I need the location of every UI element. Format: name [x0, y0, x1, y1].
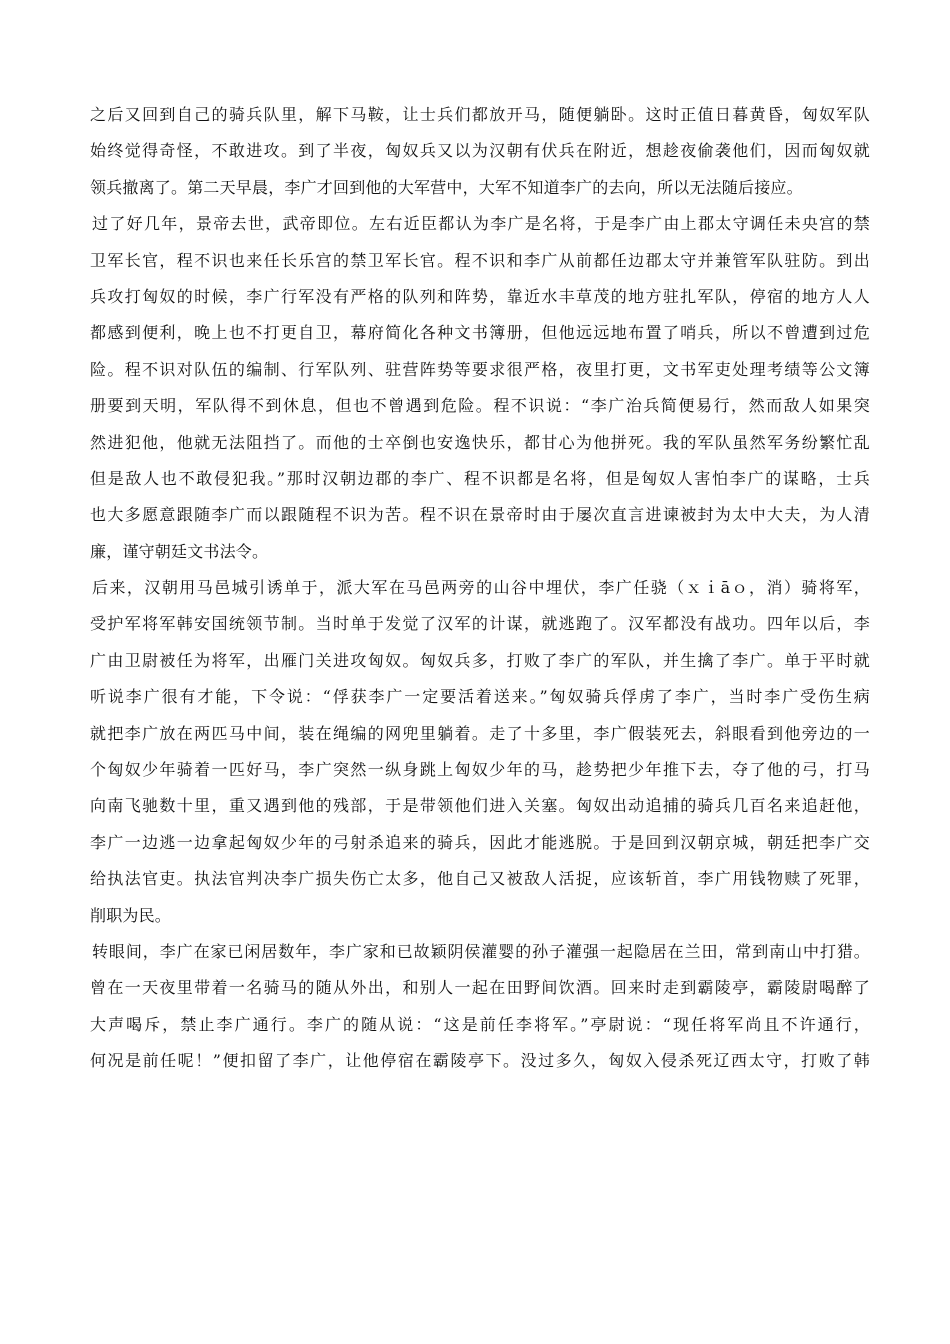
text-line: 听说李广很有才能，下令说：“俘获李广一定要活着送来。”匈奴骑兵俘虏了李广，当时李广受伤生病	[90, 687, 870, 707]
text-line: 何况是前任呢！”便扣留了李广，让他停宿在霸陵亭下。没过多久，匈奴入侵杀死辽西太守，打败了韩	[90, 1051, 870, 1071]
text-line: 给执法官吏。执法官判决李广损失伤亡太多，他自己又被敌人活捉，应该斩首，李广用钱物赎了死罪，	[90, 869, 870, 889]
text-line: 然进犯他，他就无法阻挡了。而他的士卒倒也安逸快乐，都甘心为他拼死。我的军队虽然军务纷繁忙乱	[90, 432, 870, 452]
text-line: 就把李广放在两匹马中间，装在绳编的网兜里躺着。走了十多里，李广假装死去，斜眼看到他旁边的一	[90, 723, 870, 743]
text-line: 削职为民。	[90, 905, 172, 925]
text-line: 个匈奴少年骑着一匹好马，李广突然一纵身跳上匈奴少年的马，趁势把少年推下去，夺了他的弓，打马	[90, 760, 870, 780]
body-text	[90, 97, 870, 1080]
text-line: 向南飞驰数十里，重又遇到他的残部，于是带领他们进入关塞。匈奴出动追捕的骑兵几百名来追赶他，	[90, 796, 870, 816]
text-line: 大声喝斥，禁止李广通行。李广的随从说：“这是前任李将军。”亭尉说：“现任将军尚且不许通行，	[90, 1014, 870, 1034]
text-line: 之后又回到自己的骑兵队里，解下马鞍，让士兵们都放开马，随便躺卧。这时正值日暮黄昏，匈奴军队	[90, 105, 870, 124]
text-line: 卫军长官，程不识也来任长乐宫的禁卫军长官。程不识和李广从前都任边郡太守并兼管军队驻防。到出	[90, 250, 870, 270]
text-line: 受护军将军韩安国统领节制。当时单于发觉了汉军的计谋，就逃跑了。汉军都没有战功。四年以后，李	[90, 614, 870, 634]
text-line: 都感到便利，晚上也不打更自卫，幕府简化各种文书簿册，但他远远地布置了哨兵，所以不曾遭到过危	[90, 323, 870, 343]
text-line: 但是敌人也不敢侵犯我。”那时汉朝边郡的李广、程不识都是名将，但是匈奴人害怕李广的谋略，士兵	[90, 468, 870, 488]
text-line: 册要到天明，军队得不到休息，但也不曾遇到危险。程不识说：“李广治兵简便易行，然而敌人如果突	[90, 396, 870, 416]
paragraph-start-line: 转眼间，李广在家已闲居数年，李广家和已故颖阴侯灌婴的孙子灌强一起隐居在兰田，常到南山中打猎。	[92, 941, 870, 961]
text-line: 险。程不识对队伍的编制、行军队列、驻营阵势等要求很严格，夜里打更，文书军吏处理考绩等公文簿	[90, 359, 870, 379]
text-line: 李广一边逃一边拿起匈奴少年的弓射杀追来的骑兵，因此才能逃脱。于是回到汉朝京城，朝廷把李广交	[90, 832, 870, 852]
text-line: 兵攻打匈奴的时候，李广行军没有严格的队列和阵势，靠近水丰草茂的地方驻扎军队，停宿的地方人人	[90, 286, 870, 306]
text-line: 广由卫尉被任为将军，出雁门关进攻匈奴。匈奴兵多，打败了李广的军队，并生擒了李广。单于平时就	[90, 650, 870, 670]
text-line: 曾在一天夜里带着一名骑马的随从外出，和别人一起在田野间饮酒。回来时走到霸陵亭，霸陵尉喝醉了	[90, 978, 870, 998]
paragraph-start-line: 后来，汉朝用马邑城引诱单于，派大军在马邑两旁的山谷中埋伏，李广任骁（ｘｉāｏ，消）骑将军，	[92, 578, 870, 598]
text-line: 始终觉得奇怪，不敢进攻。到了半夜，匈奴兵又以为汉朝有伏兵在附近，想趁夜偷袭他们，因而匈奴就	[90, 141, 870, 161]
text-line: 领兵撤离了。第二天早晨，李广才回到他的大军营中，大军不知道李广的去向，所以无法随后接应。	[90, 177, 803, 197]
text-line: 也大多愿意跟随李广而以跟随程不识为苦。程不识在景帝时由于屡次直言进谏被封为太中大夫，为人清	[90, 505, 870, 525]
paragraph-start-line: 过了好几年，景帝去世，武帝即位。左右近臣都认为李广是名将，于是李广由上郡太守调任未央宫的禁	[92, 214, 870, 234]
text-line: 廉，谨守朝廷文书法令。	[90, 541, 269, 561]
